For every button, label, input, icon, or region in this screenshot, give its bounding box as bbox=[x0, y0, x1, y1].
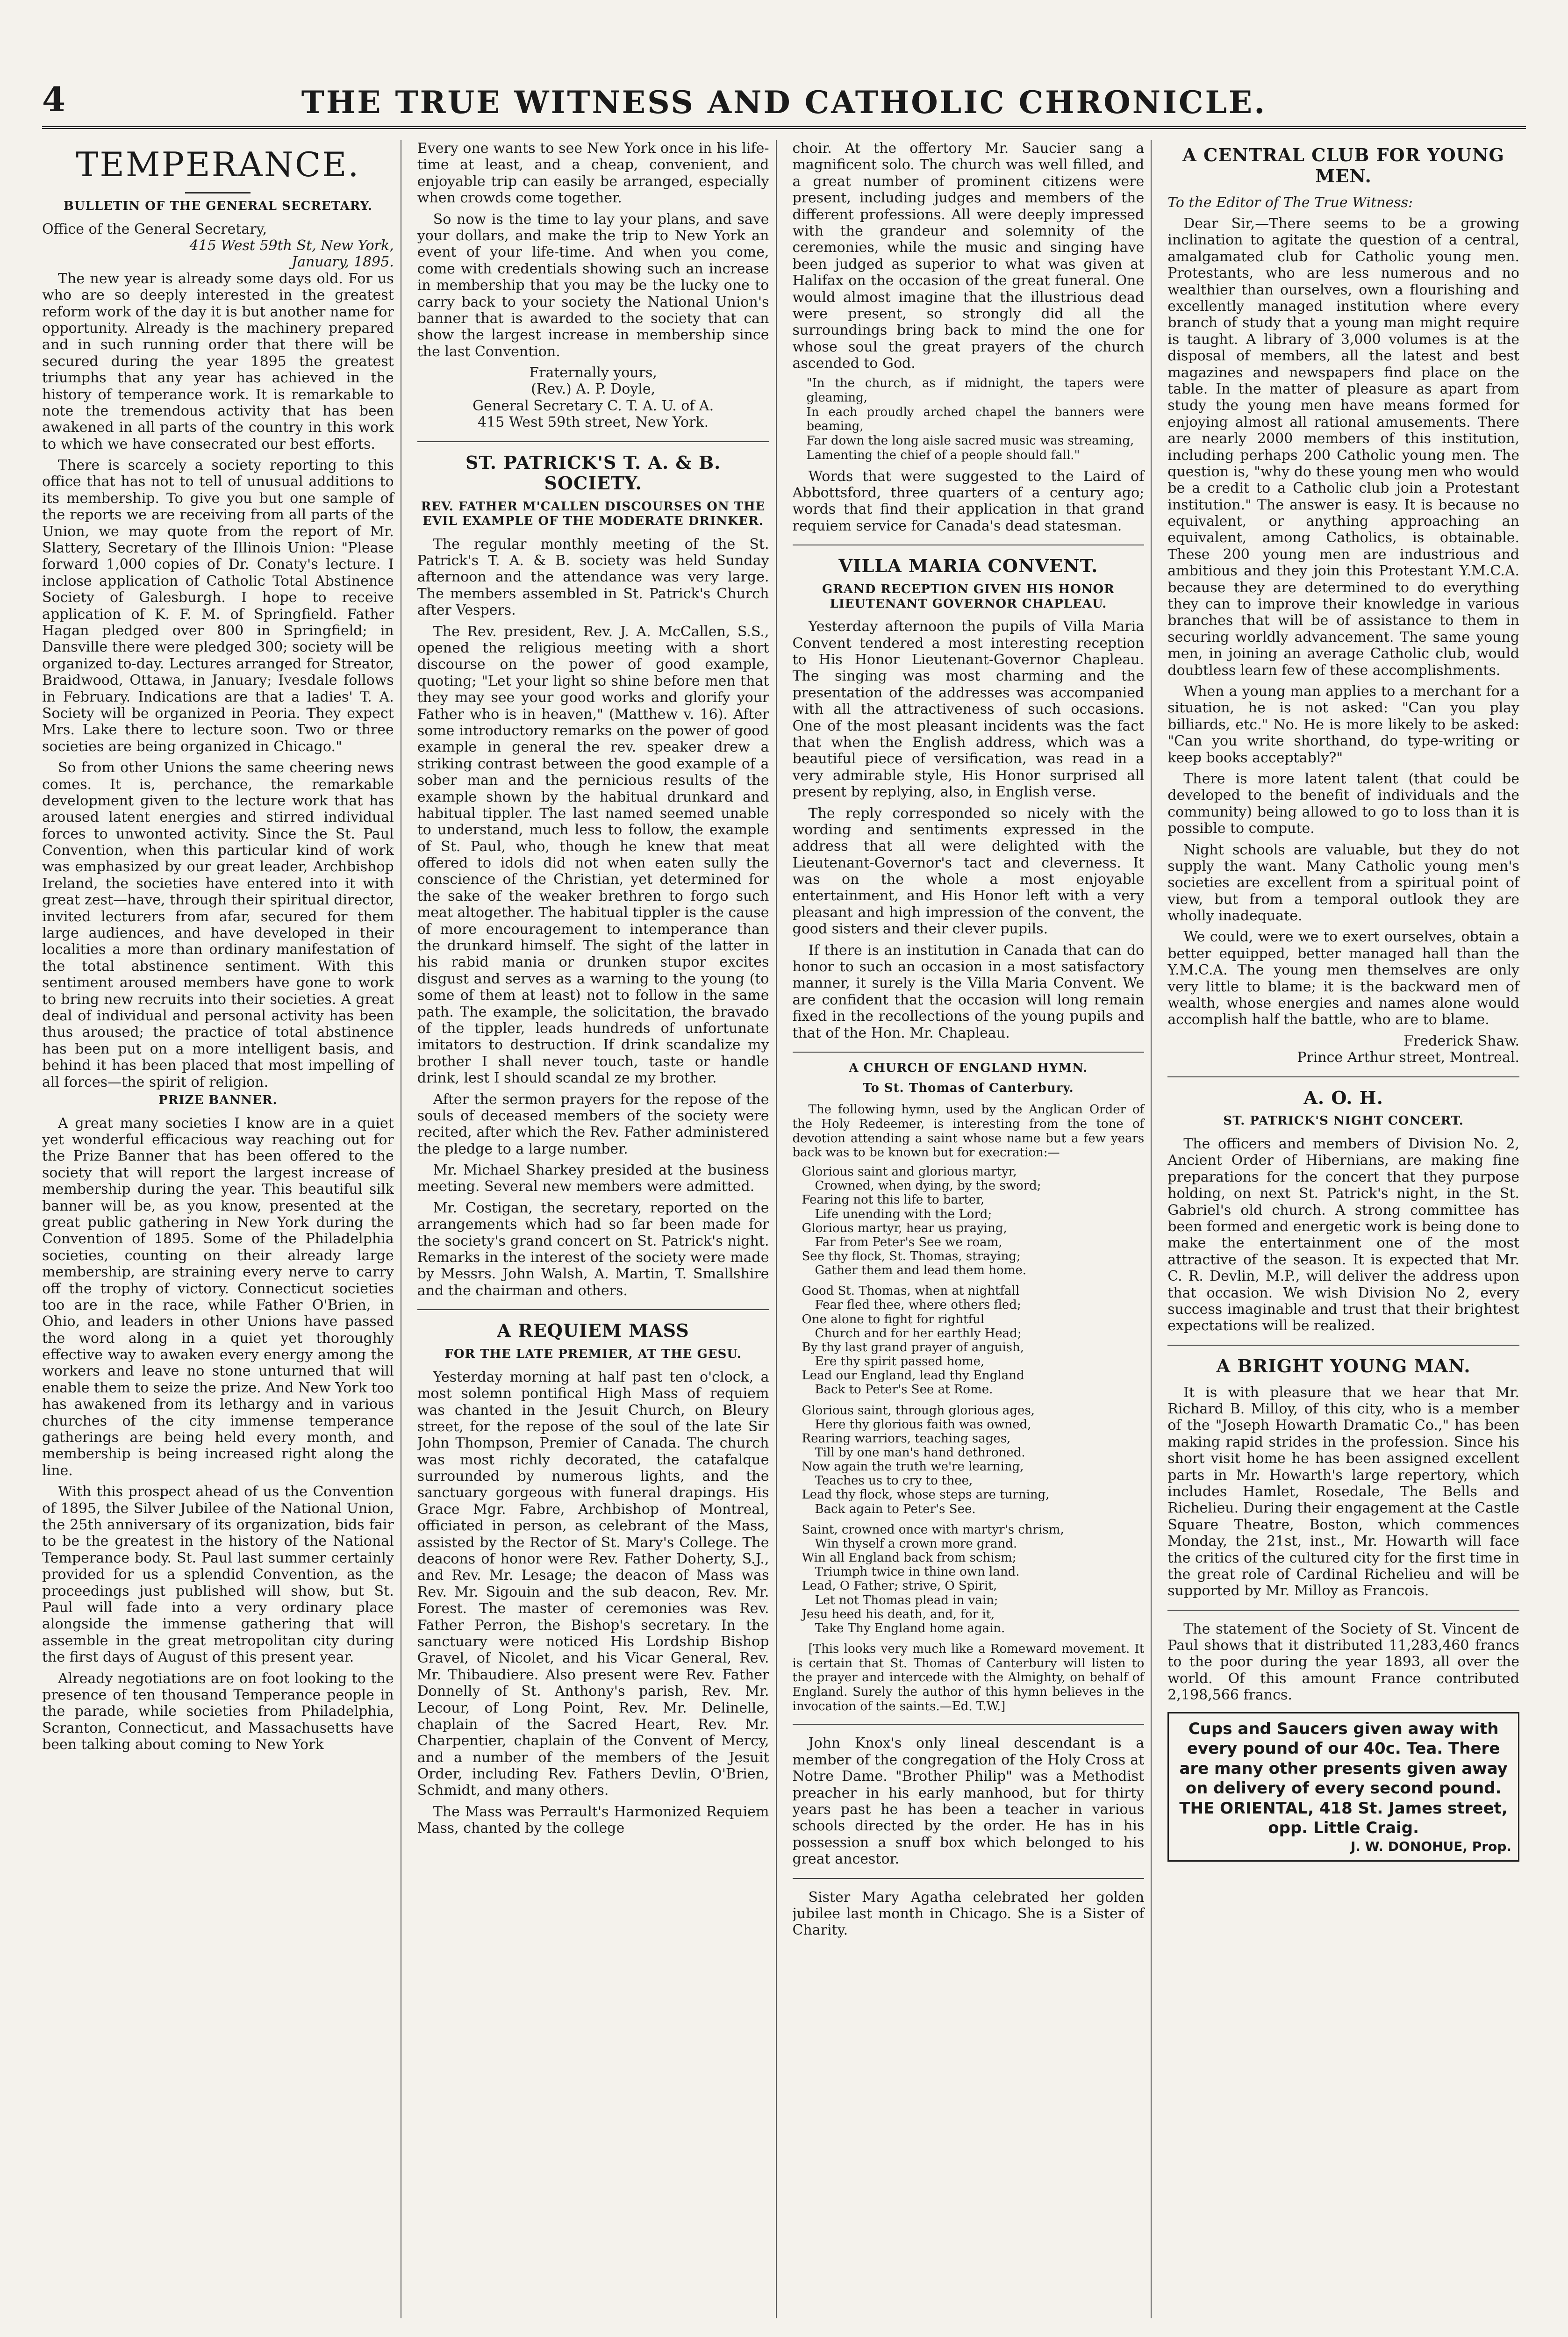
club-signer: Frederick Shaw. bbox=[1403, 1032, 1519, 1049]
office-line: Office of the General Secretary, bbox=[42, 221, 267, 237]
club-address: Prince Arthur street, Montreal. bbox=[1297, 1049, 1519, 1066]
stpatrick-heading: ST. PATRICK'S T. A. & B. SOCIETY. bbox=[465, 452, 721, 494]
closing: Fraternally yours, bbox=[529, 365, 657, 381]
paragraph: The Mass was Perrault's Harmonized Requiem Mass, chanted by the college bbox=[417, 1803, 769, 1837]
column-4 bbox=[1167, 140, 1526, 2318]
verse-line: Glorious martyr, hear us praying, bbox=[802, 1221, 1007, 1235]
paragraph: There is scarcely a society reporting to this office that has not to tell of unusual additions to its membership. To give you but one sample of the reports we are receiving from all parts of the Union, we may quote from the report of Mr. Slattery, Secretary of the Illinois Union: "Please forward 1,000 copies of Dr. Conaty's lecture. I inclose application of Catholic Total Abstinence Society of Galesburgh. I hope to receive application of K. F. M. of Springfield. Father Hagan pledged over 800 in Springfield; in Dansville there were pledged 300; society will be organized to-day. Lectures arranged for Streator, Braidwood, Ottawa, in January; Ivesdale follows in February. Indications are that a ladies' T. A. Society will be organized in Peoria. They expect Mrs. Lake there to lecture soon. Two or three societies are being organized in Chicago." bbox=[42, 457, 394, 755]
verse-line: Crowned, when dying, by the sword; bbox=[815, 1179, 1041, 1193]
paragraph: Every one wants to see New York once in his life-time at least, and a cheap, convenient, and enjoyable trip can easily be arranged, especially when crowds come together. bbox=[417, 140, 769, 207]
verse-line: Now again the truth we're learning, bbox=[802, 1460, 1024, 1474]
paragraph: The new year is already some days old. For us who are so deeply interested in the greatest reform work of the day it is but another name for opportunity. Already is the machinery prepared and in such running order that there will be secured during the year 1895 the greatest triumphs that any year has achieved in the history of temperance work. It is remarkable to note the tremendous activity that has been awakened in all parts of the country in this work to which we have consecrated our best efforts. bbox=[42, 270, 394, 452]
divider bbox=[1167, 1076, 1519, 1077]
signer-title: General Secretary C. T. A. U. of A. bbox=[473, 397, 714, 414]
hymn-subheading: To St. Thomas of Canterbury. bbox=[863, 1081, 1074, 1095]
column-2 bbox=[417, 140, 777, 2318]
requiem-subheading: FOR THE LATE PREMIER, AT THE GESU. bbox=[444, 1347, 742, 1362]
hymn-stanza bbox=[802, 1404, 1145, 1516]
office-address: 415 West 59th St, New York, bbox=[189, 237, 394, 254]
stpatrick-subheading: REV. FATHER M'CALLEN DISCOURSES ON THE EVIL EXAMPLE OF THE MODERATE DRINKER. bbox=[421, 500, 766, 528]
paragraph: So now is the time to lay your plans, and save your dollars, and make the trip to New York an event of your life-time. And when you come, come with credentials showing such an increase in membership that you may be the lucky one to carry back to your society the National Union's banner that is awarded to the society that can show the largest increase in membership since the last Convention. bbox=[417, 211, 769, 360]
verse-line: Back to Peter's See at Rome. bbox=[815, 1383, 993, 1397]
verse-line: Glorious saint and glorious martyr, bbox=[802, 1165, 1017, 1179]
requiem-heading: A REQUIEM MASS bbox=[497, 1320, 689, 1341]
verse-line: One alone to fight for rightful bbox=[802, 1312, 985, 1326]
verse-line: Win thyself a crown more grand. bbox=[815, 1536, 1017, 1551]
signer-address: 415 West 59th street, New York. bbox=[478, 414, 709, 431]
paragraph: John Knox's only lineal descendant is a member of the congregation of the Holy Cross at Notre Dame. "Brother Philip" was a Methodist preacher in his early manhood, but for thirty years past he has been a teacher in various schools directed by the order. He has in his possession a snuff box which belonged to his great ancestor. bbox=[792, 1735, 1145, 1868]
temperance-subheading: BULLETIN OF THE GENERAL SECRETARY. bbox=[63, 199, 372, 213]
paragraph: Words that were suggested to the Laird of Abbottsford, three quarters of a century ago; words that find their application in that grand requiem service for Canada's dead statesman. bbox=[792, 468, 1145, 534]
paragraph: Yesterday afternoon the pupils of Villa Maria Convent tendered a most interesting reception to His Honor Lieutenant-Governor Chapleau. The singing was most charming and the presentation of the addresses was accompanied with all the attractiveness of such occasions. One of the most pleasant incidents was the fact that when the English address, which was a beautiful piece of versification, was read in a very admirable style, His Honor surprised all present by replying, also, in English verse. bbox=[792, 618, 1145, 801]
quoted-verse bbox=[807, 376, 1145, 462]
hymn-stanza bbox=[802, 1284, 1145, 1397]
paragraph: Dear Sir,—There seems to be a growing inclination to agitate the question of a central, amalgamated club for Catholic young men. Protestants, who are less numerous and no wealthier than ourselves, own a flourishing and excellently managed institution where every branch of study that a young man might require is taught. A library of 3,000 volumes is at the disposal of members, all the latest and best magazines and newspapers find place on the table. In the matter of pleasure as apart from study the young men have means formed for enjoying almost all rational amusements. There are nearly 2000 members of this institution, including perhaps 200 Catholic young men. The question is, "why do these young men who would be a credit to a Catholic club join a Protestant institution." The answer is easy. It is because no equivalent, or anything approaching an equivalent, among Catholics, is obtainable. These 200 young men are industrious and ambitious and they join this Protestant Y.M.C.A. because they are determined to do everything they can to improve their knowledge in various branches that will be of assistance to them in securing worldly advancement. The same young men, in joining an average Catholic club, would doubtless learn few of these accomplishments. bbox=[1167, 215, 1519, 679]
verse-line: Far from Peter's See we roam, bbox=[815, 1235, 1002, 1249]
paragraph: The regular monthly meeting of the St. Patrick's T. A. & B. society was held Sunday afternoon and the attendance was very large. The members assembled in St. Patrick's Church after Vespers. bbox=[417, 536, 769, 619]
prize-banner-heading: PRIZE BANNER. bbox=[158, 1093, 278, 1107]
paragraph: With this prospect ahead of us the Convention of 1895, the Silver Jubilee of the National Union, the 25th anniversary of its organization, bids fair to be the greatest in the history of the National Temperance body. St. Paul last summer certainly provided for us a splendid Convention, as the proceedings just published will show, but St. Paul will fade into a very ordinary place alongside the immense gathering that will assemble in the great metropolitan city during the first days of August of this present year. bbox=[42, 1484, 394, 1666]
divider bbox=[1167, 1610, 1519, 1611]
paragraph: Mr. Costigan, the secretary, reported on the arrangements which had so far been made for the society's grand concert on St. Patrick's night. Remarks in the interest of the society were made by Messrs. John Walsh, A. Martin, T. Smallshire and the chairman and others. bbox=[417, 1199, 769, 1299]
divider bbox=[185, 192, 251, 194]
divider bbox=[1167, 1345, 1519, 1346]
bright-heading: A BRIGHT YOUNG MAN. bbox=[1216, 1355, 1471, 1376]
office-date: January, 1895. bbox=[292, 254, 394, 271]
verse-line: Fearing not this life to barter, bbox=[802, 1193, 985, 1207]
hymn-stanza bbox=[802, 1165, 1145, 1277]
ad-proprietor: J. W. DONOHUE, Prop. bbox=[1351, 1838, 1511, 1854]
verse-line: Let not Thomas plead in vain; bbox=[815, 1593, 998, 1607]
column-1 bbox=[42, 140, 401, 2318]
club-heading: A CENTRAL CLUB FOR YOUNG MEN. bbox=[1182, 144, 1504, 186]
verse-line: Till by one man's hand dethroned. bbox=[815, 1446, 1025, 1460]
hymn-intro: The following hymn, used by the Anglican Order of the Holy Redeemer, is interesting from the tone of devotion attending a saint whose name but a few years back was to be known but for execration:— bbox=[792, 1103, 1145, 1160]
masthead bbox=[42, 75, 1526, 129]
aoh-subheading: ST. PATRICK'S NIGHT CONCERT. bbox=[1223, 1114, 1464, 1128]
paragraph: The Rev. president, Rev. J. A. McCallen, S.S., opened the religious meeting with a short discourse on the power of good example, quoting; "Let your light so shine before men that they may see your good works and glorify your Father who is in heaven," (Matthew v. 16). After some introductory remarks on the power of good example in general the rev. speaker drew a striking contrast between the good example of a sober man and the pernicious results of the example shown by the habitual drunkard and habitual tippler. The last named seemed unable to understand, much less to follow, the example of St. Paul, who, though he knew that meat offered to idols did not when eaten sully the conscience of the Christian, yet determined for the sake of the weaker brethren to forgo such meat altogether. The habitual tippler is the cause of more encouragement to intemperance than the drunkard himself. The sight of the latter in his rabid mania or drunken stupor excites disgust and serves as a warning to the young (to some of them at least) not to follow in the same path. The example, the solicitation, the bravado of the tippler, leads hundreds of unfortunate imitators to destruction. If drink scandalize my brother I shall never touch, taste or handle drink, lest I should scandal ze my brother. bbox=[417, 623, 769, 1087]
column-3 bbox=[793, 140, 1152, 2318]
verse-line: "In the church, as if midnight, the tapers were gleaming, bbox=[806, 376, 1145, 405]
verse-line: Win all England back from schism; bbox=[802, 1551, 1017, 1565]
divider bbox=[793, 1724, 1145, 1725]
divider bbox=[417, 1309, 769, 1310]
paragraph: Sister Mary Agatha celebrated her golden jubilee last month in Chicago. She is a Sister of Charity. bbox=[792, 1889, 1145, 1939]
verse-line: Glorious saint, through glorious ages, bbox=[802, 1403, 1035, 1418]
office-block bbox=[42, 221, 394, 271]
verse-line: In each proudly arched chapel the banners were beaming, bbox=[806, 405, 1145, 434]
paragraph: We could, were we to exert ourselves, obtain a better equipped, better managed hall than the Y.M.C.A. The young men themselves are only very little to blame; it is the backward men of wealth, whose energies and names alone would accomplish half the battle, who are to blame. bbox=[1167, 929, 1519, 1028]
temperance-heading: TEMPERANCE. bbox=[76, 145, 360, 184]
paragraph: If there is an institution in Canada that can do honor to such an occasion in a most satisfactory manner, it surely is the Villa Maria Convent. We are confident that the occasion will long remain fixed in the recollections of the young pupils and that of the Hon. Mr. Chapleau. bbox=[792, 942, 1145, 1041]
hymn-heading: A CHURCH OF ENGLAND HYMN. bbox=[849, 1061, 1088, 1075]
paragraph: Night schools are valuable, but they do not supply the want. Many Catholic young men's societies are excellent from a spiritual point of view, but from a temporal outlook they are wholly inadequate. bbox=[1167, 841, 1519, 925]
divider bbox=[793, 1052, 1145, 1053]
paragraph: So from other Unions the same cheering news comes. It is, perchance, the remarkable development given to the lecture work that has aroused latent energies and stirred individual forces to unwonted activity. Since the St. Paul Convention, when this particular kind of work was emphasized by our great leader, Archbishop Ireland, the societies have entered into it with great zest—have, through their spiritual director, invited lecturers from afar, secured for them large audiences, and have developed in their localities a more than ordinary manifestation of the total abstinence sentiment. With this sentiment aroused members have gone to work to bring new recruits into their societies. A great deal of individual and personal activity has been thus aroused; the practice of total abstinence has been put on a more intelligent basis, and behind it has been placed that most impelling of all forces—the spirit of religion. bbox=[42, 760, 394, 1090]
verse-line: Back again to Peter's See. bbox=[815, 1502, 976, 1516]
verse-line: Life unending with the Lord; bbox=[815, 1207, 992, 1221]
newspaper-title: THE TRUE WITNESS AND CATHOLIC CHRONICLE. bbox=[301, 84, 1267, 121]
verse-line: Teaches us to cry to thee, bbox=[815, 1474, 973, 1488]
verse-line: Gather them and lead them home. bbox=[815, 1263, 1027, 1278]
paragraph: It is with pleasure that we hear that Mr. Richard B. Milloy, of this city, who is a member of the "Joseph Howarth Dramatic Co.," has been making rapid strides in the profession. Since his short visit home he has been assigned excellent parts in Mr. Howarth's large repertory, which includes Hamlet, Rosedale, The Bells and Richelieu. During their engagement at the Castle Square Theatre, Boston, which commences Monday, the 21st, inst., Mr. Howarth will face the critics of the cultured city for the first time in the great role of Cardinal Richelieu and will be supported by Mr. Milloy as Francois. bbox=[1167, 1384, 1519, 1599]
paragraph: A great many societies I know are in a quiet yet wonderful efficacious way reaching out for the Prize Banner that has been offered to the society that will report the largest increase of membership during the year. This beautiful silk banner will be, as you know, presented at the great public gathering in New York during the Convention of 1895. Some of the Philadelphia societies, counting on their already large membership, are straining every nerve to carry off the trophy of victory. Connecticut societies too are in the race, while Father O'Brien, in Ohio, and leaders in other Unions have passed the word along in a quiet yet thoroughly effective way to awaken every energy among the workers and leave no stone unturned that will enable them to seize the prize. And New York too has awakened from its lethargy and in various churches of the city immense temperance gatherings are being held every month, and membership is being increased right along the line. bbox=[42, 1115, 394, 1479]
paragraph: Yesterday morning at half past ten o'clock, a most solemn pontifical High Mass of requiem was chanted in the Jesuit Church, on Bleury street, for the repose of the soul of the late Sir John Thompson, Premier of Canada. The church was most richly decorated, the catafalque surrounded by numerous lights, and the sanctuary gorgeous with funeral drapings. His Grace Mgr. Fabre, Archbishop of Montreal, officiated in person, as celebrant of the Mass, assisted by the Rector of St. Mary's College. The deacons of honor were Rev. Father Doherty, S.J., and Rev. Mr. Lesage; the deacon of Mass was Rev. Mr. Sigouin and the sub deacon, Rev. Mr. Forest. The master of ceremonies was Rev. Father Perron, the Bishop's secretary. In the sanctuary were noticed His Lordship Bishop Gravel, of Nicolet, and his Vicar General, Rev. Mr. Thibaudiere. Also present were Rev. Father Donnelly of St. Anthony's parish, Rev. Mr. Lecour, of Long Point, Rev. Mr. Delinelle, chaplain of the Sacred Heart, Rev. Mr. Charpentier, chaplain of the Convent of Mercy, and a number of the members of the Jesuit Order, including Rev. Fathers Devlin, O'Brien, Schmidt, and many others. bbox=[417, 1369, 769, 1799]
paragraph: choir. At the offertory Mr. Saucier sang a magnificent solo. The church was well filled, and a great number of prominent citizens were present, including judges and members of the different professions. All were deeply impressed with the grandeur and solemnity of the ceremonies, while the music and singing have been judged as superior to what was given at Halifax on the occasion of the great funeral. One would almost imagine that the illustrious dead were present, so strongly did all the surroundings bring back to mind the one for whose soul the great prayers of the church ascended to God. bbox=[792, 140, 1145, 372]
hymn-stanza bbox=[802, 1523, 1145, 1635]
paragraph: Mr. Michael Sharkey presided at the business meeting. Several new members were admitted. bbox=[417, 1162, 769, 1195]
verse-line: Triumph twice in thine own land. bbox=[815, 1565, 1020, 1579]
verse-line: By thy last grand prayer of anguish, bbox=[802, 1340, 1024, 1355]
ad-text: Cups and Saucers given away with every pound of our 40c. Tea. There are many other presents given away on delivery of every second pound. THE ORIENTAL, 418 St. James street, opp. Little Craig. bbox=[1179, 1719, 1508, 1838]
paragraph: When a young man applies to a merchant for a situation, he is not asked: "Can you play billiards, etc." No. He is more likely to be asked: "Can you write shorthand, do type-writing or keep books acceptably?" bbox=[1167, 683, 1519, 766]
signer: (Rev.) A. P. Doyle, bbox=[531, 381, 656, 398]
verse-line: Ere thy spirit passed home, bbox=[815, 1355, 985, 1369]
aoh-heading: A. O. H. bbox=[1303, 1087, 1383, 1108]
verse-line: Saint, crowned once with martyr's chrism, bbox=[802, 1522, 1064, 1537]
paragraph: Already negotiations are on foot looking to the presence of ten thousand Temperance people in the parade, while societies from Philadelphia, Scranton, Connecticut, and Massachusetts have been talking about coming to New York bbox=[42, 1670, 394, 1753]
divider bbox=[793, 1878, 1145, 1879]
tea-advertisement bbox=[1167, 1712, 1519, 1862]
paragraph: The reply corresponded so nicely with the wording and sentiments expressed in the address that all were delighted with the Lieutenant-Governor's tact and cleverness. It was on the whole a most enjoyable entertainment, and His Honor left with a very pleasant and high impression of the convent, the good sisters and their clever pupils. bbox=[792, 805, 1145, 938]
club-salutation-to: To the Editor of The True Witness: bbox=[1167, 194, 1413, 211]
verse-line: Lead, O Father; strive, O Spirit, bbox=[802, 1579, 997, 1593]
verse-line: Good St. Thomas, when at nightfall bbox=[802, 1284, 1020, 1298]
villa-heading: VILLA MARIA CONVENT. bbox=[838, 555, 1098, 577]
paragraph: The statement of the Society of St. Vincent de Paul shows that it distributed 11,283,460 francs to the poor during the year 1893, all over the world. Of this amount France contributed 2,198,566 francs. bbox=[1167, 1620, 1519, 1704]
verse-line: Jesu heed his death, and, for it, bbox=[802, 1607, 995, 1621]
verse-line: Here thy glorious faith was owned, bbox=[815, 1417, 1031, 1432]
paragraph: There is more latent talent (that could be developed to the benefit of individuals and the community) being allowed to go to loss than it is possible to compute. bbox=[1167, 770, 1519, 837]
verse-line: Take Thy England home again. bbox=[815, 1621, 1005, 1635]
villa-subheading: GRAND RECEPTION GIVEN HIS HONOR LIEUTENANT GOVERNOR CHAPLEAU. bbox=[822, 582, 1115, 611]
verse-line: Rearing warriors, teaching sages, bbox=[802, 1431, 1011, 1446]
paragraph: After the sermon prayers for the repose of the souls of deceased members of the society were recited, after which the Rev. Father administered the pledge to a large number. bbox=[417, 1091, 769, 1157]
editor-note: [This looks very much like a Romeward movement. It is certain that St. Thomas of Canterbury will listen to the prayer and intercede with the Almighty, on behalf of England. Surely the author of this hymn believes in the invocation of the saints.—Ed. T.W.] bbox=[792, 1642, 1145, 1713]
verse-line: Lead thy flock, whose steps are turning, bbox=[802, 1488, 1050, 1502]
verse-line: See thy flock, St. Thomas, straying; bbox=[802, 1249, 1021, 1263]
verse-line: Church and for her earthly Head; bbox=[815, 1326, 1022, 1341]
verse-line: Far down the long aisle sacred music was streaming, bbox=[806, 434, 1134, 448]
verse-line: Lead our England, lead thy England bbox=[802, 1369, 1024, 1383]
verse-line: Lamenting the chief of a people should fall." bbox=[806, 448, 1080, 462]
divider bbox=[417, 441, 769, 442]
paragraph: The officers and members of Division No. 2, Ancient Order of Hibernians, are making fine preparations for the concert that they purpose holding, on next St. Patrick's night, in the St. Gabriel's old church. A strong committee has been formed and energetic work is being done to make the entertainment one of the most attractive of the season. It is expected that Mr. C. R. Devlin, M.P., will deliver the address upon that occasion. We wish Division No 2, every success imaginable and trust that their brightest expectations will be realized. bbox=[1167, 1136, 1519, 1334]
verse-line: Fear fled thee, where others fled; bbox=[815, 1298, 1021, 1312]
page-number: 4 bbox=[42, 79, 66, 119]
article-columns bbox=[42, 140, 1526, 2318]
